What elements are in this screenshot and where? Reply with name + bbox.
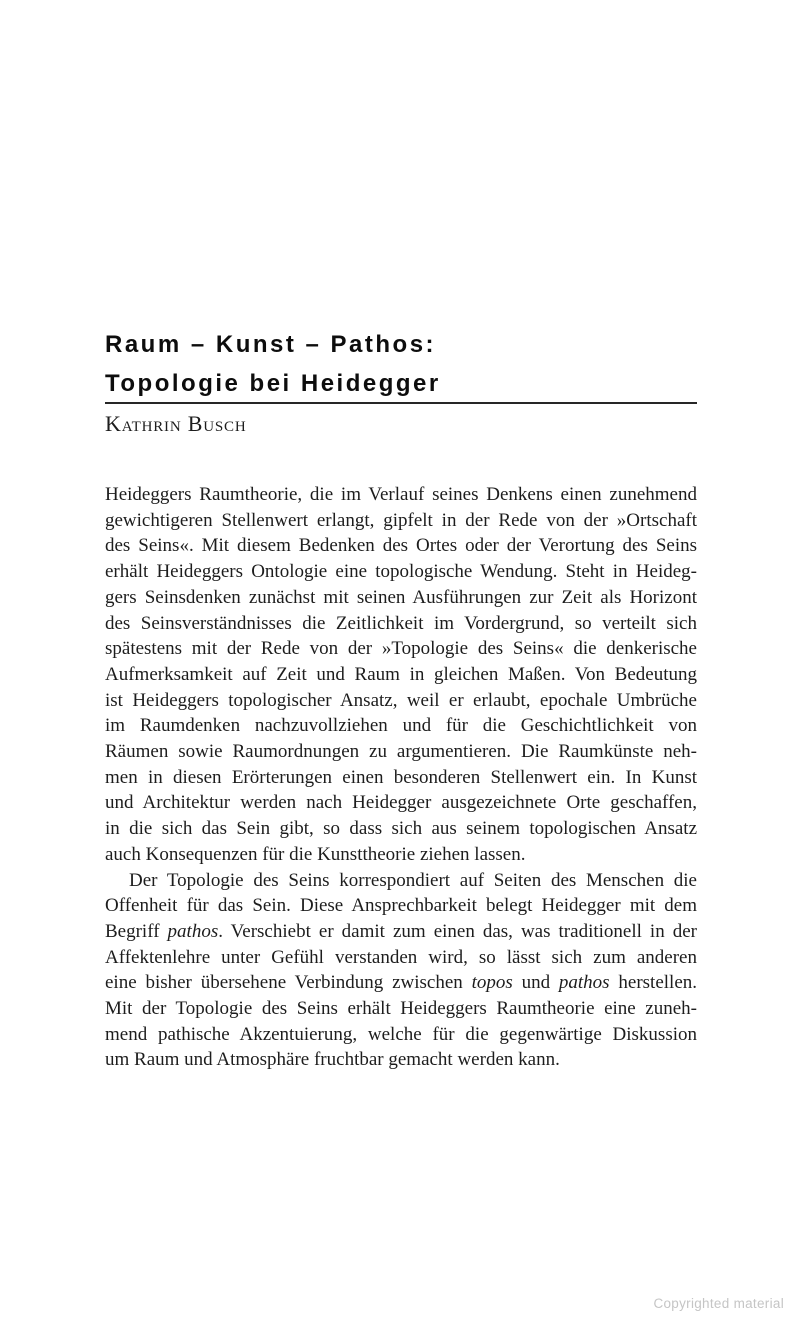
text-line: men in diesen Erörterungen einen besonderen Stellenwert ein. In Kunst — [105, 766, 697, 788]
text-line: Offenheit für das Sein. Diese Ansprechbarkeit belegt Heidegger mit dem — [105, 895, 697, 917]
text-line: gers Seinsdenken zunächst mit seinen Ausführungen zur Zeit als Horizont — [105, 586, 697, 608]
text-line: gewichtigeren Stellenwert erlangt, gipfelt in der Rede von der »Ortschaft — [105, 509, 697, 531]
chapter-title-line-2: Topologie bei Heidegger — [105, 370, 441, 397]
text-line: Der Topologie des Seins korrespondiert auf Seiten des Menschen die — [129, 869, 697, 891]
text-line: Mit der Topologie des Seins erhält Heideggers Raumtheorie eine zuneh- — [105, 998, 697, 1020]
chapter-title-line-1: Raum – Kunst – Pathos: — [105, 331, 437, 358]
text-line: des Seins«. Mit diesem Bedenken des Ortes oder der Verortung des Seins — [105, 535, 697, 557]
copyright-watermark: Copyrighted material — [653, 1296, 784, 1311]
text-line: auch Konsequenzen für die Kunsttheorie ziehen lassen. — [105, 843, 526, 865]
text-line: mend pathische Akzentuierung, welche für die gegenwärtige Diskussion — [105, 1023, 697, 1045]
text-line: in die sich das Sein gibt, so dass sich aus seinem topologischen Ansatz — [105, 818, 697, 840]
text-line: Heideggers Raumtheorie, die im Verlauf seines Denkens einen zunehmend — [105, 484, 697, 505]
body-text — [105, 482, 697, 1073]
author-name: Kathrin Busch — [105, 411, 247, 436]
text-line: des Seinsverständnisses die Zeitlichkeit im Vordergrund, so verteilt sich — [105, 612, 697, 634]
text-line: Aufmerksamkeit auf Zeit und Raum in gleichen Maßen. Von Bedeutung — [105, 663, 697, 685]
text-line: spätestens mit der Rede von der »Topologie des Seins« die denkerische — [105, 638, 697, 660]
text-line: Räumen sowie Raumordnungen zu argumentieren. Die Raumkünste neh- — [105, 741, 697, 763]
text-line: Begriff pathos. Verschiebt er damit zum einen das, was traditionell in der — [105, 920, 697, 942]
text-line: ist Heideggers topologischer Ansatz, weil er erlaubt, epochale Umbrüche — [105, 689, 697, 711]
text-line: und Architektur werden nach Heidegger ausgezeichnete Orte geschaffen, — [105, 792, 697, 814]
text-line: eine bisher übersehene Verbindung zwischen topos und pathos herstellen. — [105, 972, 698, 994]
text-line: um Raum und Atmosphäre fruchtbar gemacht werden kann. — [105, 1049, 560, 1071]
text-line: Affektenlehre unter Gefühl verstanden wird, so lässt sich zum anderen — [105, 946, 697, 968]
title-rule — [105, 402, 697, 404]
text-line: erhält Heideggers Ontologie eine topologische Wendung. Steht in Heideg- — [105, 561, 697, 583]
text-line: im Raumdenken nachzuvollziehen und für die Geschichtlichkeit von — [105, 715, 697, 737]
